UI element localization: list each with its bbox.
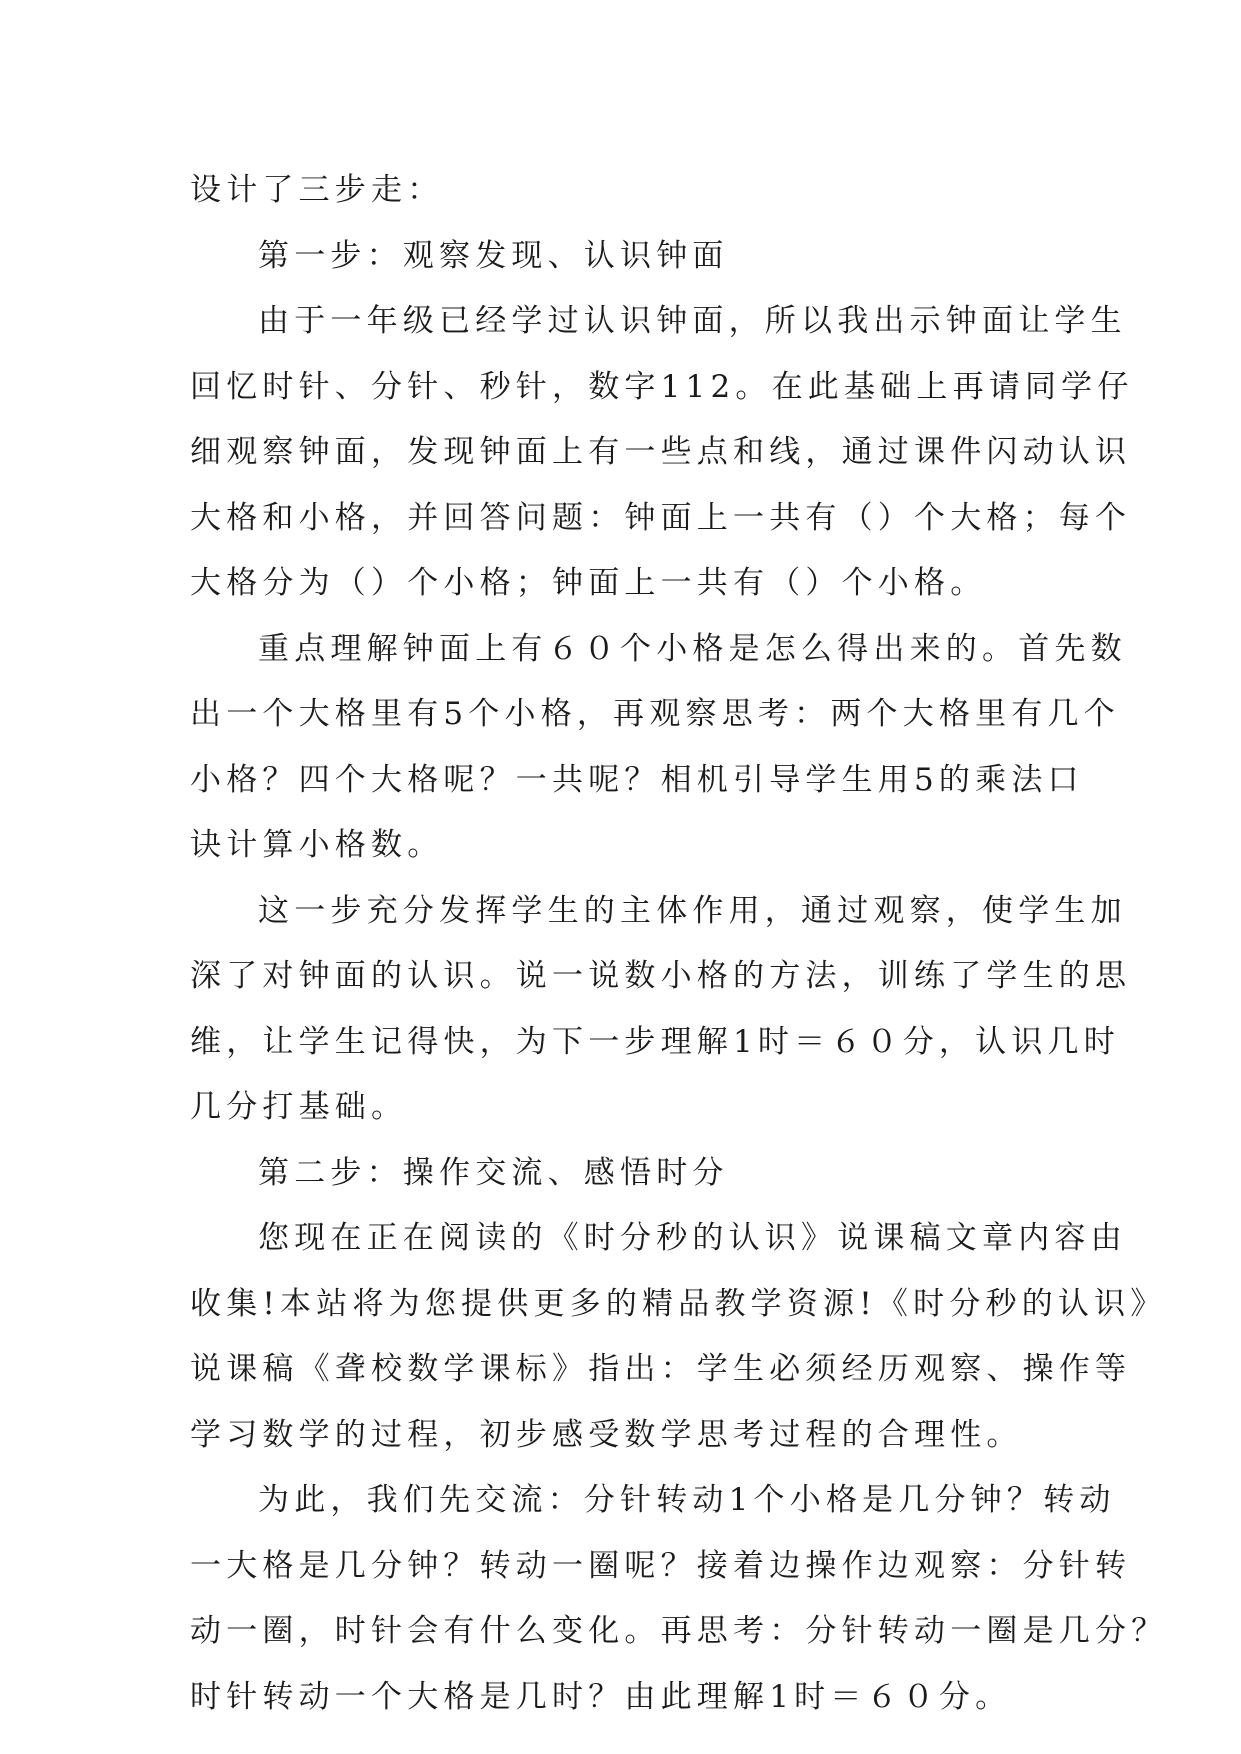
text-line: 大格分为（）个小格；钟面上一共有（）个小格。 [190, 565, 987, 601]
text-line: 几分打基础。 [190, 1089, 408, 1125]
text-line: 第二步：操作交流、感悟时分 [258, 1154, 729, 1191]
text-line: 深了对钟面的认识。说一说数小格的方法，训练了学生的思 [190, 958, 1132, 994]
text-line: 大格和小格，并回答问题：钟面上一共有（）个大格；每个 [190, 499, 1132, 536]
text-line: 小格？四个大格呢？一共呢？相机引导学生用5的乘法口 [190, 761, 1084, 798]
text-line: 您现在正在阅读的《时分秒的认识》说课稿文章内容由 [258, 1220, 1127, 1256]
text-line: 出一个大格里有5个小格，再观察思考：两个大格里有几个 [190, 696, 1120, 732]
text-line: 细观察钟面，发现钟面上有一些点和线，通过课件闪动认识 [190, 434, 1132, 470]
text-line: 为此，我们先交流：分针转动1个小格是几分钟？转动 [258, 1482, 1116, 1518]
text-line: 学习数学的过程，初步感受数学思考过程的合理性。 [190, 1416, 1023, 1453]
text-line: 由于一年级已经学过认识钟面，所以我出示钟面让学生 [258, 303, 1127, 339]
text-line: 设计了三步走： [190, 172, 444, 208]
text-line: 时针转动一个大格是几时？由此理解1时＝６０分。 [190, 1678, 1012, 1715]
text-line: 重点理解钟面上有６０个小格是怎么得出来的。首先数 [258, 630, 1127, 667]
text-line: 回忆时针、分针、秒针，数字112。在此基础上再请同学仔 [190, 368, 1134, 405]
text-line: 动一圈，时针会有什么变化。再思考：分针转动一圈是几分？ [190, 1613, 1168, 1649]
document-body [190, 158, 1168, 1730]
text-line: 一大格是几分钟？转动一圈呢？接着边操作边观察：分针转 [190, 1547, 1132, 1584]
text-line: 收集!本站将为您提供更多的精品教学资源!《时分秒的认识》 [190, 1285, 1167, 1322]
text-line: 诀计算小格数。 [190, 827, 444, 863]
text-line: 说课稿《聋校数学课标》指出：学生必须经历观察、操作等 [190, 1351, 1132, 1387]
text-line: 第一步：观察发现、认识钟面 [258, 237, 729, 274]
text-line: 这一步充分发挥学生的主体作用，通过观察，使学生加 [258, 892, 1127, 929]
text-line: 维，让学生记得快，为下一步理解1时＝６０分，认识几时 [190, 1023, 1120, 1060]
